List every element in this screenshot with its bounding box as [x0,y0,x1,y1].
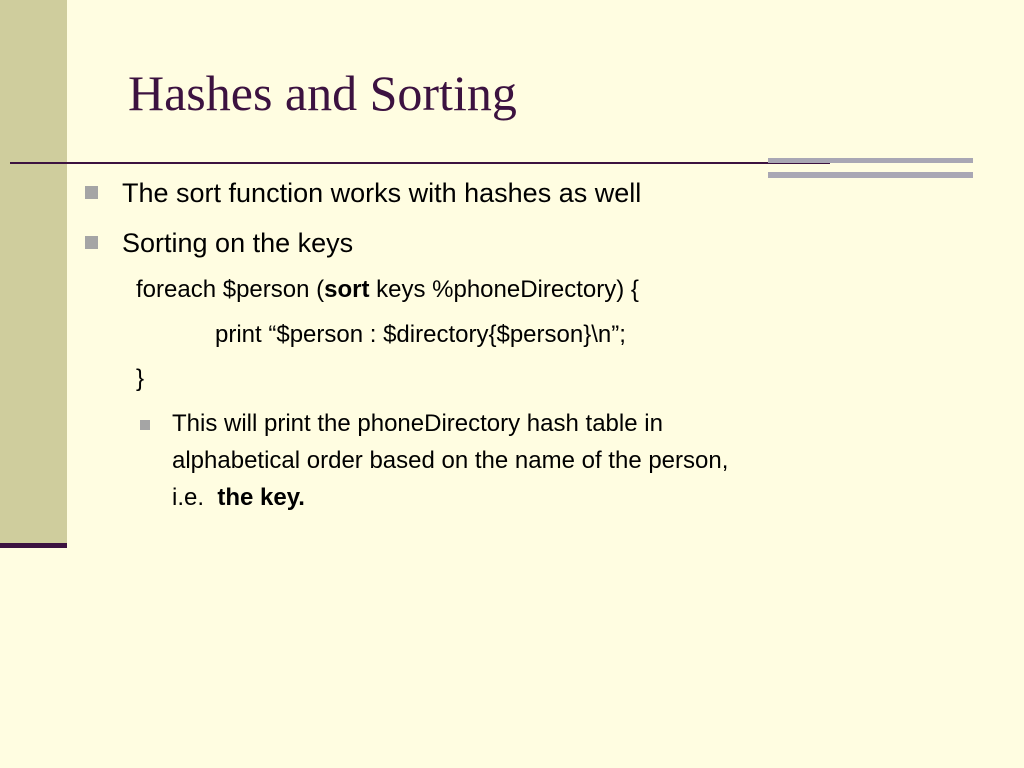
sub-bullet-square-icon [140,420,150,430]
bullet-square-icon [85,236,98,249]
sub-bullet-line-1: This will print the phoneDirectory hash table in [172,410,663,437]
code-keyword-sort: sort [324,276,370,303]
bullet-square-icon [85,186,98,199]
code-line-1-end: keys %phoneDirectory) { [369,276,639,303]
sub-bullet-text [172,405,728,516]
code-line-1-start: foreach $person ( [136,276,325,303]
bullet-text-1: The sort function works with hashes as well [122,178,642,208]
code-line-2: print “$person : $directory{$person}\n”; [215,321,626,348]
accent-bar-bottom [768,172,973,178]
code-line-3: } [136,365,145,392]
sub-bullet-line-3 [172,479,728,516]
bullet-text-2: Sorting on the keys [122,228,354,258]
code-line-1 [136,275,639,305]
slide-title: Hashes and Sorting [128,65,517,121]
sub-bullet-line-3-prefix: i.e. [172,484,218,511]
accent-bar-top [768,158,973,163]
left-band-underline [0,543,67,548]
left-decorative-band [0,0,67,546]
title-divider [10,162,830,164]
sub-bullet-line-2: alphabetical order based on the name of the person, [172,447,729,474]
sub-bullet-emphasis: the key. [217,484,305,511]
